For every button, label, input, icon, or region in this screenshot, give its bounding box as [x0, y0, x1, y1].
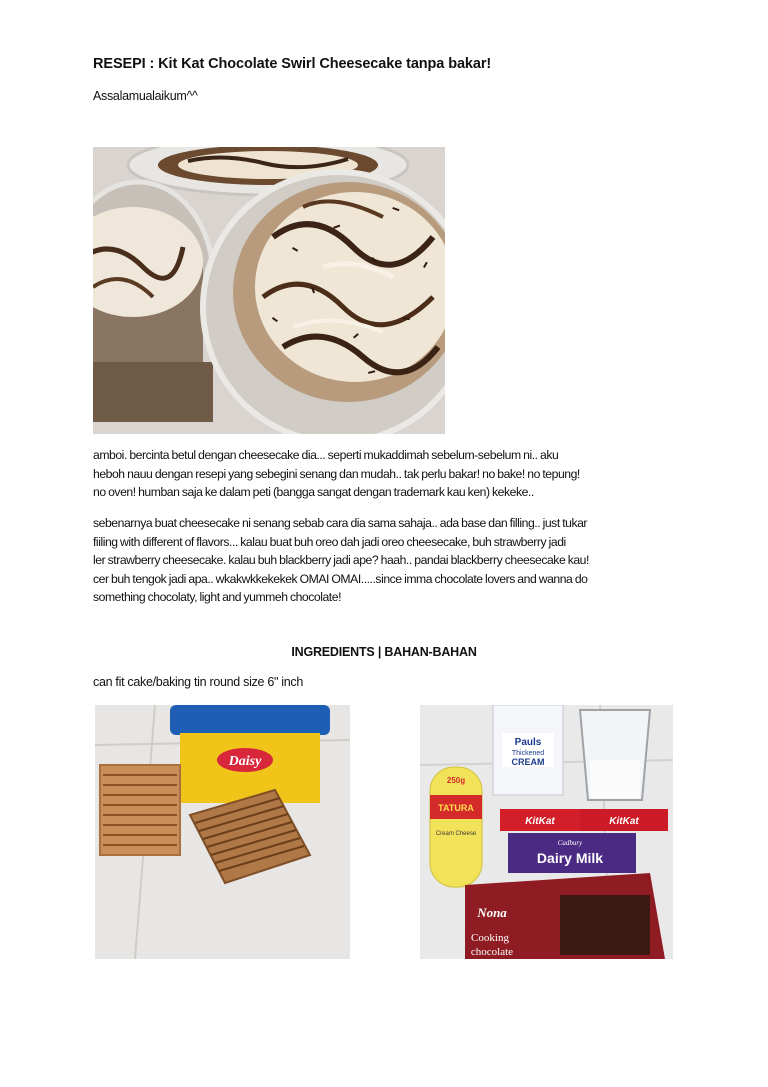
cream-chocolate-photo	[420, 705, 673, 959]
cooking-chocolate-line1: Cooking	[471, 932, 509, 944]
margarine-brand-label: Daisy	[228, 754, 262, 769]
description-line: something chocolaty, light and yummeh chocolate!	[93, 590, 342, 605]
description-line: fiiling with different of flavors... kalau buat buh oreo dah jadi oreo cheesecake, buh strawberry jadi	[93, 534, 566, 549]
cooking-chocolate-brand-label: Nona	[477, 905, 507, 920]
kitkat-label: KitKat	[525, 816, 555, 827]
description-paragraph	[93, 514, 683, 607]
intro-line: amboi. bercinta betul dengan cheesecake dia... seperti mukaddimah sebelum-sebelum ni.. aku	[93, 448, 559, 462]
description-line: ler strawberry cheesecake. kalau buh blackberry jadi ape? haah.. pandai blackberry cheesecake kau!	[93, 553, 589, 568]
cooking-chocolate-line2: chocolate	[470, 946, 514, 958]
description-line: cer buh tengok jadi apa.. wkakwkkekekek OMAI OMAI.....since imma chocolate lovers and wanna do	[93, 571, 588, 586]
cream-type-label: Thickened	[511, 750, 545, 757]
intro-paragraph	[93, 446, 683, 502]
intro-line: heboh nauu dengan resepi yang sebegini senang dan mudah.. tak perlu bakar! no bake! no tepung!	[93, 466, 580, 481]
cheesecake-photo	[93, 147, 445, 434]
cream-cheese-label: Cream Cheese	[435, 831, 477, 837]
intro-line: no oven! humban saja ke dalam peti (bangga sangat dengan trademark kau ken) kekeke..	[93, 485, 534, 500]
ingredients-heading: INGREDIENTS | BAHAN-BAHAN	[291, 645, 477, 659]
tin-size-note: can fit cake/baking tin round size 6" inch	[93, 675, 304, 689]
cream-name-label: CREAM	[511, 757, 545, 767]
cream-brand-label: Pauls	[514, 737, 542, 748]
dairy-milk-label: Dairy Milk	[536, 850, 604, 866]
description-line: sebenarnya buat cheesecake ni senang sebab cara dia sama sahaja.. ada base dan filling.. just tukar	[93, 516, 588, 530]
greeting-text: Assalamualaikum^^	[93, 89, 198, 103]
kitkat-label: KitKat	[609, 816, 639, 827]
cadbury-label: Cadbury	[557, 839, 583, 847]
recipe-title: RESEPI : Kit Kat Chocolate Swirl Cheesecake tanpa bakar!	[93, 56, 492, 72]
biscuits-margarine-photo	[95, 705, 350, 959]
cream-cheese-brand-label: TATURA	[438, 803, 474, 813]
cream-cheese-weight-label: 250g	[446, 776, 466, 785]
